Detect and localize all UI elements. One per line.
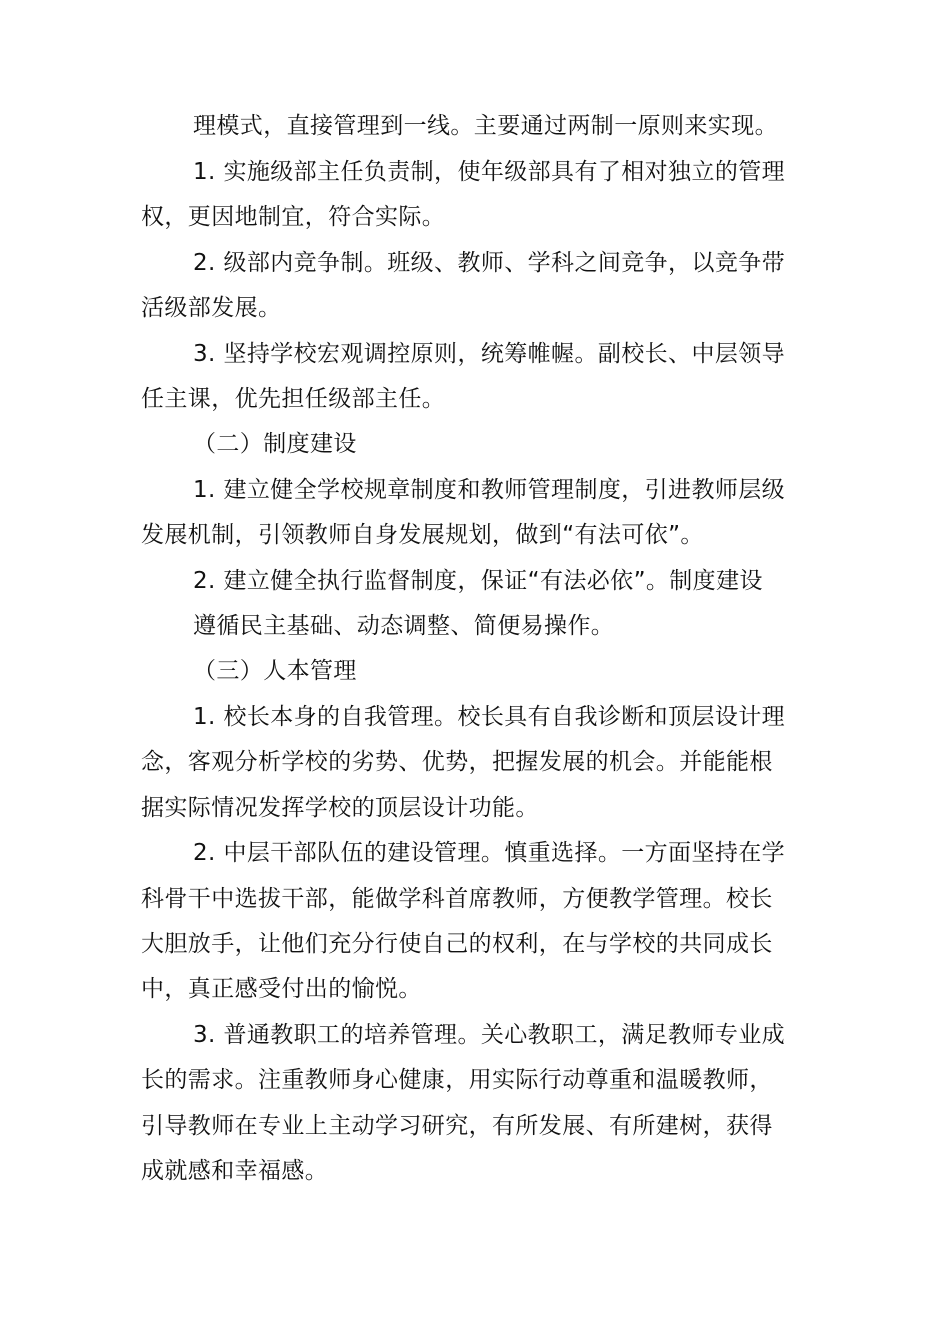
text-line: 3. 普通教职工的培养管理。关心教职工，满足教师专业成 [193, 1022, 786, 1048]
text-line: 理模式，直接管理到一线。主要通过两制一原则来实现。 [193, 113, 778, 139]
text-line: 遵循民主基础、动态调整、简便易操作。 [193, 613, 615, 639]
text-line: 2. 建立健全执行监督制度，保证“有法必依”。制度建设 [193, 568, 763, 594]
text-line: 权，更因地制宜，符合实际。 [141, 204, 446, 230]
text-line: 1. 实施级部主任负责制，使年级部具有了相对独立的管理 [193, 159, 786, 185]
text-line: 2. 级部内竞争制。班级、教师、学科之间竞争，以竞争带 [193, 250, 786, 276]
section-heading: （三）人本管理 [193, 658, 357, 684]
text-line: 任主课，优先担任级部主任。 [141, 386, 446, 412]
text-line: 长的需求。注重教师身心健康，用实际行动尊重和温暖教师， [141, 1067, 773, 1093]
text-line: 据实际情况发挥学校的顶层设计功能。 [141, 795, 539, 821]
text-line: 2. 中层干部队伍的建设管理。慎重选择。一方面坚持在学 [193, 840, 786, 866]
text-line: 念，客观分析学校的劣势、优势，把握发展的机会。并能能根 [141, 749, 773, 775]
text-line: 1. 建立健全学校规章制度和教师管理制度，引进教师层级 [193, 477, 786, 503]
text-line: 1. 校长本身的自我管理。校长具有自我诊断和顶层设计理 [193, 704, 786, 730]
text-line: 引导教师在专业上主动学习研究，有所发展、有所建树，获得 [141, 1113, 773, 1139]
text-line: 发展机制，引领教师自身发展规划，做到“有法可依”。 [141, 522, 704, 548]
text-line: 3. 坚持学校宏观调控原则，统筹帷幄。副校长、中层领导 [193, 341, 786, 367]
section-heading: （二）制度建设 [193, 431, 357, 457]
text-line: 大胆放手，让他们充分行使自己的权利，在与学校的共同成长 [141, 931, 773, 957]
text-line: 科骨干中选拔干部，能做学科首席教师，方便教学管理。校长 [141, 886, 773, 912]
text-line: 活级部发展。 [141, 295, 282, 321]
text-line: 中，真正感受付出的愉悦。 [141, 976, 422, 1002]
text-line: 成就感和幸福感。 [141, 1158, 329, 1184]
